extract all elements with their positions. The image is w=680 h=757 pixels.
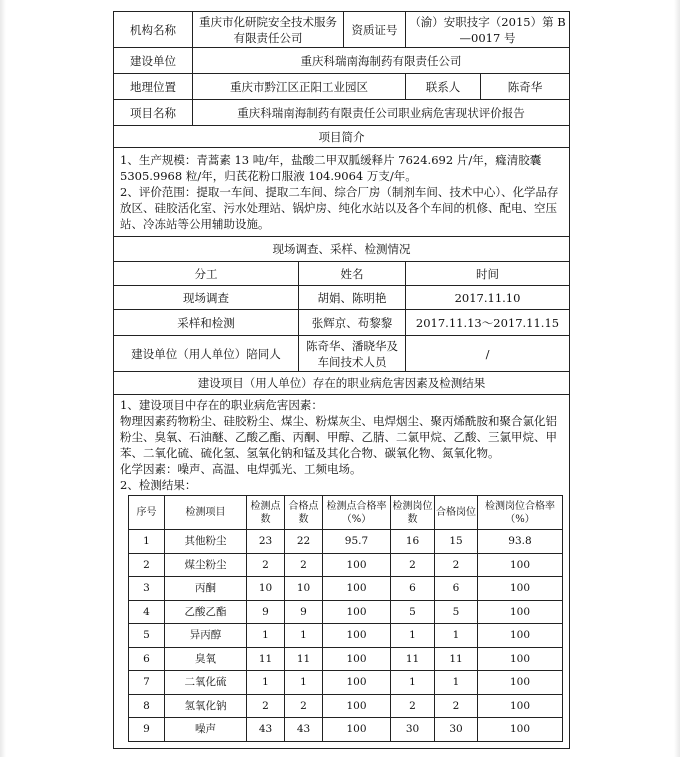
table-cell: 100 bbox=[323, 671, 391, 695]
table-row bbox=[129, 694, 563, 718]
table-cell: 11 bbox=[435, 647, 478, 671]
table-cell: 丙酮 bbox=[165, 577, 247, 601]
table-cell: 100 bbox=[478, 647, 563, 671]
survey-time: 2017.11.10 bbox=[406, 286, 570, 310]
cert-no: （渝）安职技字（2015）第 B—0017 号 bbox=[406, 12, 570, 48]
table-cell: 1 bbox=[247, 624, 285, 648]
cert-label: 资质证号 bbox=[344, 12, 406, 48]
table-cell: 1 bbox=[285, 671, 323, 695]
table-row bbox=[129, 600, 563, 624]
hazards-body bbox=[114, 395, 570, 749]
table-cell: 2 bbox=[247, 694, 285, 718]
table-cell: 1 bbox=[391, 624, 435, 648]
table-cell: 100 bbox=[478, 624, 563, 648]
results-header-row bbox=[129, 496, 563, 530]
survey-name: 胡娟、陈明艳 bbox=[299, 286, 406, 310]
table-cell: 异丙醇 bbox=[165, 624, 247, 648]
results-header-cell: 检测岗位合格率（%） bbox=[478, 496, 563, 530]
table-cell: 噪声 bbox=[165, 718, 247, 742]
report-table bbox=[113, 11, 570, 749]
intro-body bbox=[114, 148, 570, 237]
table-cell: 15 bbox=[435, 530, 478, 554]
table-cell: 100 bbox=[323, 694, 391, 718]
results-header-cell: 序号 bbox=[129, 496, 165, 530]
table-cell: 6 bbox=[435, 577, 478, 601]
org-name: 重庆市化研院安全技术服务有限责任公司 bbox=[193, 12, 344, 48]
intro-paragraph-1: 1、生产规模：青蒿素 13 吨/年，盐酸二甲双胍缓释片 7624.692 片/年，癃清胶囊 5305.9968 粒/年，归芪花粉口服液 104.9064 万支/年。 bbox=[120, 153, 542, 183]
table-cell: 1 bbox=[435, 624, 478, 648]
table-cell: 2 bbox=[285, 694, 323, 718]
table-cell: 二氧化硫 bbox=[165, 671, 247, 695]
table-cell: 22 bbox=[285, 530, 323, 554]
table-cell: 9 bbox=[129, 718, 165, 742]
table-cell: 5 bbox=[391, 600, 435, 624]
table-cell: 3 bbox=[129, 577, 165, 601]
results-header-cell: 检测岗位数 bbox=[391, 496, 435, 530]
table-cell: 2 bbox=[247, 553, 285, 577]
table-cell: 其他粉尘 bbox=[165, 530, 247, 554]
results-header-cell: 合格点数 bbox=[285, 496, 323, 530]
hazards-line-4: 2、检测结果： bbox=[120, 478, 197, 492]
survey-time: / bbox=[406, 336, 570, 372]
survey-title: 现场调查、采样、检测情况 bbox=[114, 237, 570, 262]
contact-value: 陈奇华 bbox=[481, 74, 570, 100]
table-cell: 1 bbox=[247, 671, 285, 695]
table-cell: 2 bbox=[285, 553, 323, 577]
table-cell: 2 bbox=[435, 694, 478, 718]
table-cell: 臭氧 bbox=[165, 647, 247, 671]
unit-name: 重庆科瑞南海制药有限责任公司 bbox=[193, 48, 570, 74]
table-cell: 10 bbox=[247, 577, 285, 601]
location-value: 重庆市黔江区正阳工业园区 bbox=[193, 74, 406, 100]
table-cell: 2 bbox=[129, 553, 165, 577]
table-cell: 11 bbox=[391, 647, 435, 671]
table-cell: 2 bbox=[391, 553, 435, 577]
table-cell: 氢氧化钠 bbox=[165, 694, 247, 718]
table-cell: 23 bbox=[247, 530, 285, 554]
results-header-cell: 合格岗位 bbox=[435, 496, 478, 530]
table-cell: 1 bbox=[391, 671, 435, 695]
survey-name: 陈奇华、潘晓华及车间技术人员 bbox=[299, 336, 406, 372]
table-cell: 乙酸乙酯 bbox=[165, 600, 247, 624]
table-row bbox=[129, 530, 563, 554]
table-cell: 8 bbox=[129, 694, 165, 718]
results-header-cell: 检测点合格率（%） bbox=[323, 496, 391, 530]
table-cell: 6 bbox=[391, 577, 435, 601]
results-header-cell: 检测项目 bbox=[165, 496, 247, 530]
table-cell: 30 bbox=[391, 718, 435, 742]
survey-name: 张辉京、苟黎黎 bbox=[299, 310, 406, 336]
table-cell: 11 bbox=[285, 647, 323, 671]
results-table bbox=[128, 495, 563, 742]
table-cell: 43 bbox=[285, 718, 323, 742]
table-cell: 100 bbox=[478, 577, 563, 601]
table-cell: 93.8 bbox=[478, 530, 563, 554]
table-cell: 100 bbox=[323, 718, 391, 742]
table-cell: 5 bbox=[129, 624, 165, 648]
table-cell: 2 bbox=[435, 553, 478, 577]
table-cell: 9 bbox=[285, 600, 323, 624]
survey-task: 建设单位（用人单位）陪同人 bbox=[114, 336, 299, 372]
project-name: 重庆科瑞南海制药有限责任公司职业病危害现状评价报告 bbox=[193, 100, 570, 126]
results-header-cell: 检测点数 bbox=[247, 496, 285, 530]
intro-title: 项目简介 bbox=[114, 126, 570, 148]
intro-paragraph-2: 2、评价范围：提取一车间、提取二车间、综合厂房（制剂车间、技术中心）、化学品存放区、硅胶活化室、污水处理站、锅炉房、纯化水站以及各个车间的机修、配电、空压站、冷冻站等公用辅助设施。 bbox=[120, 185, 559, 231]
table-row bbox=[129, 671, 563, 695]
hazards-title: 建设项目（用人单位）存在的职业病危害因素及检测结果 bbox=[114, 372, 570, 395]
hazards-line-1: 1、建设项目中存在的职业病危害因素： bbox=[120, 398, 323, 412]
table-cell: 1 bbox=[435, 671, 478, 695]
table-cell: 2 bbox=[391, 694, 435, 718]
table-cell: 30 bbox=[435, 718, 478, 742]
hazards-line-3: 化学因素：噪声、高温、电焊弧光、工频电场。 bbox=[120, 462, 362, 476]
table-cell: 4 bbox=[129, 600, 165, 624]
table-cell: 5 bbox=[435, 600, 478, 624]
table-cell: 1 bbox=[285, 624, 323, 648]
table-cell: 100 bbox=[478, 600, 563, 624]
table-cell: 100 bbox=[478, 694, 563, 718]
survey-time: 2017.11.13～2017.11.15 bbox=[406, 310, 570, 336]
survey-task: 现场调查 bbox=[114, 286, 299, 310]
table-cell: 100 bbox=[478, 718, 563, 742]
table-cell: 煤尘粉尘 bbox=[165, 553, 247, 577]
survey-col-task: 分工 bbox=[114, 262, 299, 286]
survey-col-time: 时间 bbox=[406, 262, 570, 286]
table-row bbox=[129, 577, 563, 601]
table-cell: 100 bbox=[323, 624, 391, 648]
table-cell: 100 bbox=[323, 647, 391, 671]
table-cell: 9 bbox=[247, 600, 285, 624]
hazards-line-2: 物理因素药物粉尘、硅胶粉尘、煤尘、粉煤灰尘、电焊烟尘、聚丙烯酰胺和聚合氯化铝粉尘、臭氧、石油醚、乙酸乙酯、丙酮、甲醇、乙腈、二氯甲烷、乙酸、三氯甲烷、甲苯、二氧化硫、硫化氢、氢氧化钠和锰及其化合物、碳氧化物、氮氧化物。 bbox=[120, 414, 557, 460]
table-cell: 10 bbox=[285, 577, 323, 601]
unit-label: 建设单位 bbox=[114, 48, 193, 74]
table-cell: 100 bbox=[478, 671, 563, 695]
project-label: 项目名称 bbox=[114, 100, 193, 126]
table-cell: 100 bbox=[323, 553, 391, 577]
table-cell: 1 bbox=[129, 530, 165, 554]
table-row bbox=[129, 647, 563, 671]
table-cell: 95.7 bbox=[323, 530, 391, 554]
table-row bbox=[129, 553, 563, 577]
table-cell: 100 bbox=[323, 600, 391, 624]
table-cell: 6 bbox=[129, 647, 165, 671]
org-label: 机构名称 bbox=[114, 12, 193, 48]
survey-col-name: 姓名 bbox=[299, 262, 406, 286]
contact-label: 联系人 bbox=[406, 74, 481, 100]
survey-task: 采样和检测 bbox=[114, 310, 299, 336]
location-label: 地理位置 bbox=[114, 74, 193, 100]
table-row bbox=[129, 718, 563, 742]
table-cell: 16 bbox=[391, 530, 435, 554]
table-cell: 11 bbox=[247, 647, 285, 671]
table-row bbox=[129, 624, 563, 648]
table-cell: 100 bbox=[323, 577, 391, 601]
table-cell: 100 bbox=[478, 553, 563, 577]
table-cell: 43 bbox=[247, 718, 285, 742]
table-cell: 7 bbox=[129, 671, 165, 695]
